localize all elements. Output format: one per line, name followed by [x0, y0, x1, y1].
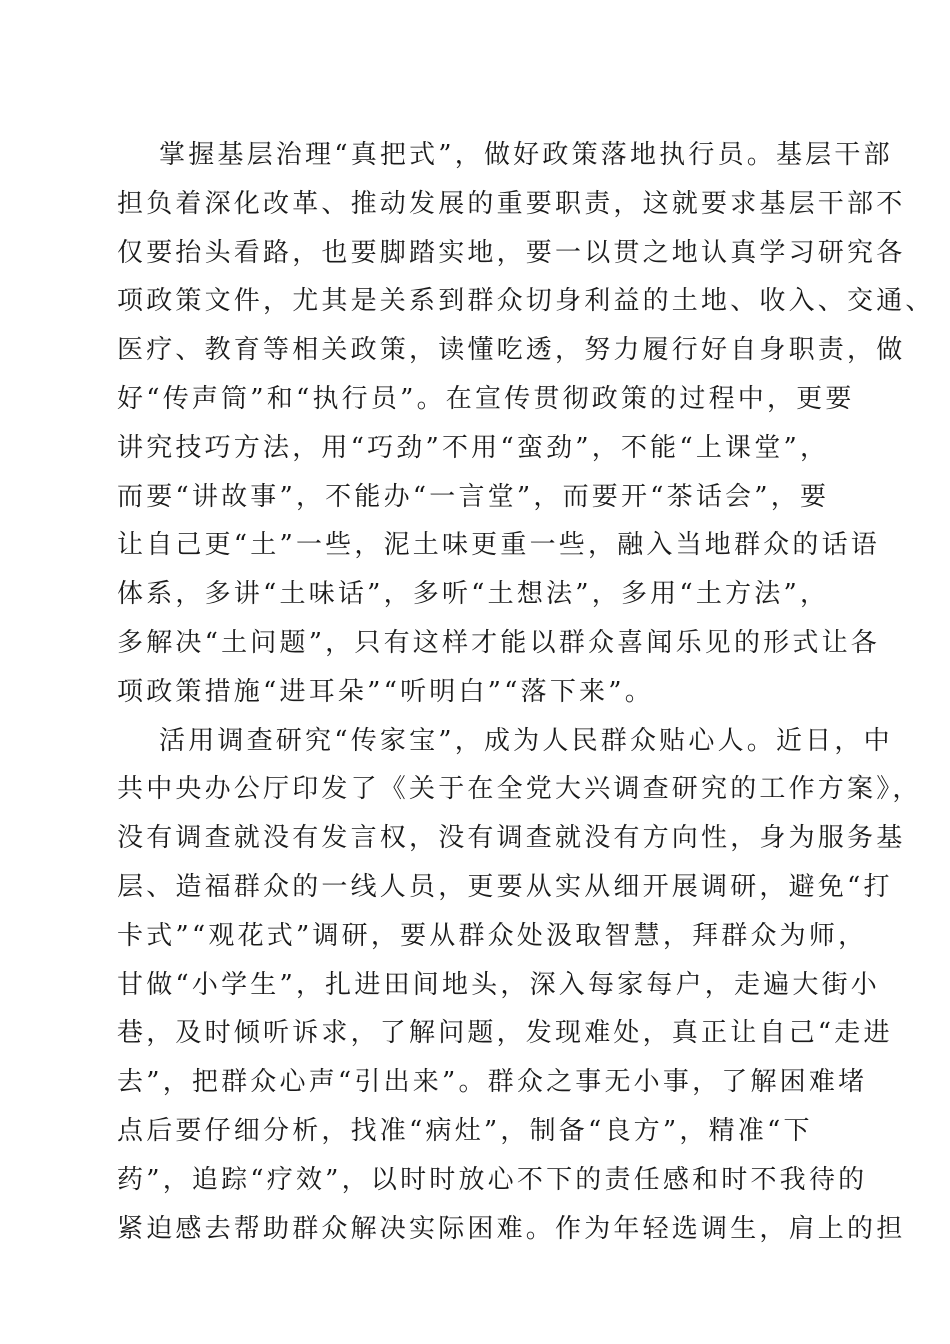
paragraph-line: 层、造福群众的一线人员，更要从实从细开展调研，避免“打	[117, 871, 893, 902]
paragraph-line: 体系，多讲“土味话”，多听“土想法”，多用“土方法”，	[117, 579, 830, 610]
paragraph-line: 活用调查研究“传家宝”，成为人民群众贴心人。近日，中	[159, 725, 893, 756]
paragraph-line: 药”，追踪“疗效”，以时时放心不下的责任感和时不我待的	[117, 1164, 868, 1195]
paragraph-line: 掌握基层治理“真把式”，做好政策落地执行员。基层干部	[159, 140, 893, 170]
paragraph-line: 卡式”“观花式”调研，要从群众处汲取智慧，拜群众为师，	[117, 920, 868, 951]
paragraph-line: 巷，及时倾听诉求，了解问题，发现难处，真正让自己“走进	[117, 1018, 893, 1049]
paragraph-line: 好“传声筒”和“执行员”。在宣传贯彻政策的过程中，更要	[117, 383, 855, 414]
paragraph-line: 点后要仔细分析，找准“病灶”，制备“良方”，精准“下	[117, 1115, 813, 1146]
paragraph-line: 共中央办公厅印发了《关于在全党大兴调查研究的工作方案》，	[117, 774, 922, 805]
paragraph-line: 紧迫感去帮助群众解决实际困难。作为年轻选调生，肩上的担	[117, 1213, 906, 1244]
body-text	[117, 131, 935, 1253]
paragraph-line: 医疗、教育等相关政策，读懂吃透，努力履行好自身职责，做	[117, 335, 906, 366]
paragraph-line: 担负着深化改革、推动发展的重要职责，这就要求基层干部不	[117, 188, 906, 219]
paragraph-line: 项政策文件，尤其是关系到群众切身利益的土地、收入、交通、	[117, 286, 935, 317]
paragraph-line: 仅要抬头看路，也要脚踏实地，要一以贯之地认真学习研究各	[117, 237, 906, 268]
paragraph-research	[117, 717, 922, 1254]
paragraph-governance	[117, 131, 935, 717]
paragraph-line: 项政策措施“进耳朵”“听明白”“落下来”。	[117, 676, 654, 707]
paragraph-line: 没有调查就没有发言权，没有调查就没有方向性，身为服务基	[117, 823, 906, 854]
paragraph-line: 去”，把群众心声“引出来”。群众之事无小事，了解困难堵	[117, 1067, 868, 1098]
paragraph-line: 多解决“土问题”，只有这样才能以群众喜闻乐见的形式让各	[117, 627, 880, 658]
paragraph-line: 而要“讲故事”，不能办“一言堂”，而要开“茶话会”，要	[117, 481, 830, 512]
paragraph-line: 甘做“小学生”，扎进田间地头，深入每家每户，走遍大街小	[117, 969, 880, 1000]
paragraph-line: 讲究技巧方法，用“巧劲”不用“蛮劲”，不能“上课堂”，	[117, 432, 830, 463]
paragraph-line: 让自己更“土”一些，泥土味更重一些，融入当地群众的话语	[117, 530, 880, 561]
